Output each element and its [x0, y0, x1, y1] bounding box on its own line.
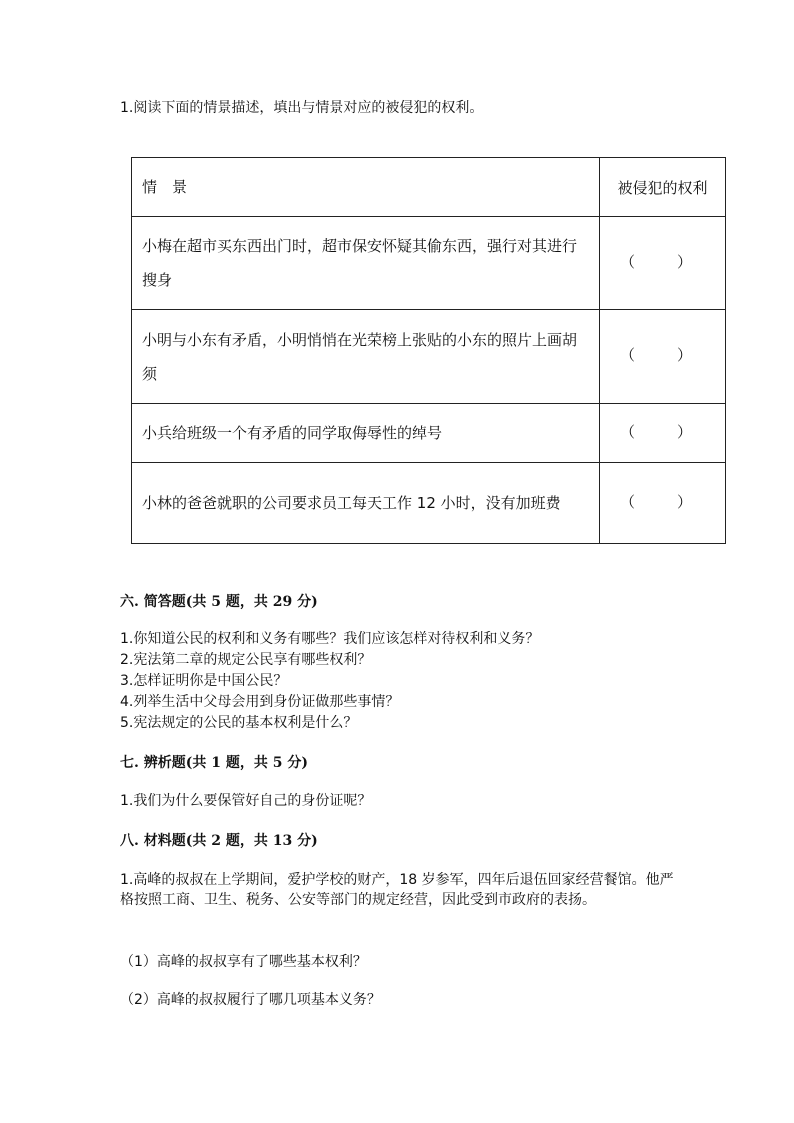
question-item: 5.宪法规定的公民的基本权利是什么？ — [120, 715, 358, 731]
scene-text: 小明与小东有矛盾，小明悄悄在光荣榜上张贴的小东的照片上画胡须 — [132, 310, 600, 404]
material-text: 1.高峰的叔叔在上学期间，爱护学校的财产，18 岁参军，四年后退伍回家经营餐馆。他严格按照工商、卫生、税务、公安等部门的规定经营，因此受到市政府的表扬。 — [120, 872, 674, 908]
sub-question: （2）高峰的叔叔履行了哪几项基本义务？ — [120, 992, 381, 1008]
close-paren: ） — [677, 422, 693, 441]
table-row — [132, 404, 726, 463]
answer-cell[interactable] — [600, 404, 726, 463]
close-paren: ） — [677, 252, 693, 271]
open-paren: （ — [620, 492, 636, 511]
answer-cell[interactable] — [600, 310, 726, 404]
open-paren: （ — [620, 252, 636, 271]
question-item: 1.你知道公民的权利和义务有哪些？我们应该怎样对待权利和义务？ — [120, 631, 540, 647]
scene-text: 小兵给班级一个有矛盾的同学取侮辱性的绰号 — [132, 404, 600, 463]
table-row — [132, 463, 726, 544]
answer-cell[interactable] — [600, 217, 726, 310]
answer-cell[interactable] — [600, 463, 726, 544]
question-item: 1.我们为什么要保管好自己的身份证呢？ — [120, 793, 372, 809]
question-item: 3.怎样证明你是中国公民？ — [120, 673, 288, 689]
section-6-title: 六. 简答题(共 5 题，共 29 分) — [120, 594, 318, 610]
table-row — [132, 217, 726, 310]
header-right: 被侵犯的权利 — [600, 158, 726, 217]
question-item: 4.列举生活中父母会用到身份证做那些事情？ — [120, 694, 400, 710]
section-7-title: 七. 辨析题(共 1 题，共 5 分) — [120, 755, 308, 771]
sub-question: （1）高峰的叔叔享有了哪些基本权利？ — [120, 954, 367, 970]
close-paren: ） — [677, 346, 693, 364]
close-paren: ） — [677, 492, 693, 511]
section-8-title: 八. 材料题(共 2 题，共 13 分) — [120, 833, 318, 849]
scene-text: 小林的爸爸就职的公司要求员工每天工作 12 小时，没有加班费 — [132, 463, 600, 544]
question-item: 2.宪法第二章的规定公民享有哪些权利？ — [120, 652, 372, 668]
scene-text: 小梅在超市买东西出门时，超市保安怀疑其偷东西，强行对其进行搜身 — [132, 217, 600, 310]
scenario-table — [131, 157, 726, 544]
intro-question: 1.阅读下面的情景描述，填出与情景对应的被侵犯的权利。 — [120, 100, 484, 116]
open-paren: （ — [620, 346, 636, 364]
table-header-row — [132, 158, 726, 217]
open-paren: （ — [620, 422, 636, 441]
header-scene: 情 景 — [132, 158, 600, 217]
table-row — [132, 310, 726, 404]
